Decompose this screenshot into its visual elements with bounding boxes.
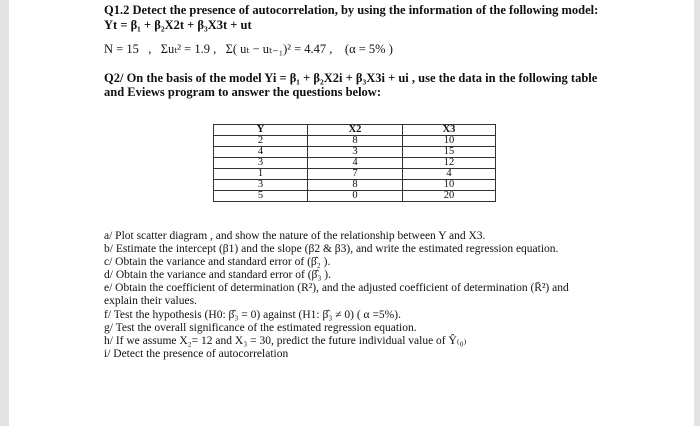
question-h: h/ If we assume X₂= 12 and X₃ = 30, predict the future individual value of Ŷ₍₀₎ [104,334,467,347]
table-header-row [214,125,496,136]
q2-title: Q2/ On the basis of the model Yi = β₁ + β₂X2i + β₃X3i + ui , use the data in the following table and Eviews program to answer the questions below: [104,71,598,99]
question-g: g/ Test the overall significance of the estimated regression equation. [104,321,417,334]
data-table [213,124,496,202]
question-c: c/ Obtain the variance and standard error of (β̂₂ ). [104,256,331,269]
cell-x3: 20 [403,191,496,202]
question-list [104,230,584,361]
table-row [214,169,496,180]
table-row [214,136,496,147]
q1-statistics: N = 15 , Σuₜ² = 1.9 , Σ( uₜ − uₜ₋₁)² = 4.47 , (α = 5% ) [104,42,393,56]
q1-title: Q1.2 Detect the presence of autocorrelation, by using the information of the following model: [104,3,599,17]
q1-model-equation: Yt = β₁ + β₂X2t + β₃X3t + ut [104,18,252,32]
table-row [214,147,496,158]
cell-x3: 10 [403,136,496,147]
cell-x2: 0 [308,191,403,202]
header-x2: X2 [308,125,403,136]
cell-y: 1 [214,169,308,180]
right-page-edge [694,0,700,426]
cell-x2: 8 [308,180,403,191]
cell-x3: 12 [403,158,496,169]
header-x3: X3 [403,125,496,136]
cell-x2: 3 [308,147,403,158]
cell-y: 2 [214,136,308,147]
cell-y: 4 [214,147,308,158]
header-y: Y [214,125,308,136]
question-f: f/ Test the hypothesis (H0: β̂₃ = 0) against (H1: β̂₃ ≠ 0) ( α =5%). [104,308,401,321]
cell-x3: 15 [403,147,496,158]
table-row [214,191,496,202]
cell-x3: 10 [403,180,496,191]
cell-x2: 7 [308,169,403,180]
table-row [214,158,496,169]
left-page-edge [0,0,9,426]
cell-y: 3 [214,180,308,191]
question-e: e/ Obtain the coefficient of determination (R²), and the adjusted coefficient of determination (R̄²) and explain their values. [104,282,569,308]
cell-y: 5 [214,191,308,202]
question-d: d/ Obtain the variance and standard error of (β̂₃ ). [104,269,331,282]
question-i: i/ Detect the presence of autocorrelation [104,347,289,360]
cell-x3: 4 [403,169,496,180]
question-b: b/ Estimate the intercept (β1) and the slope (β2 & β3), and write the estimated regression equation. [104,243,559,256]
cell-x2: 4 [308,158,403,169]
question-a: a/ Plot scatter diagram , and show the nature of the relationship between Y and X3. [104,230,486,242]
cell-y: 3 [214,158,308,169]
cell-x2: 8 [308,136,403,147]
table-row [214,180,496,191]
